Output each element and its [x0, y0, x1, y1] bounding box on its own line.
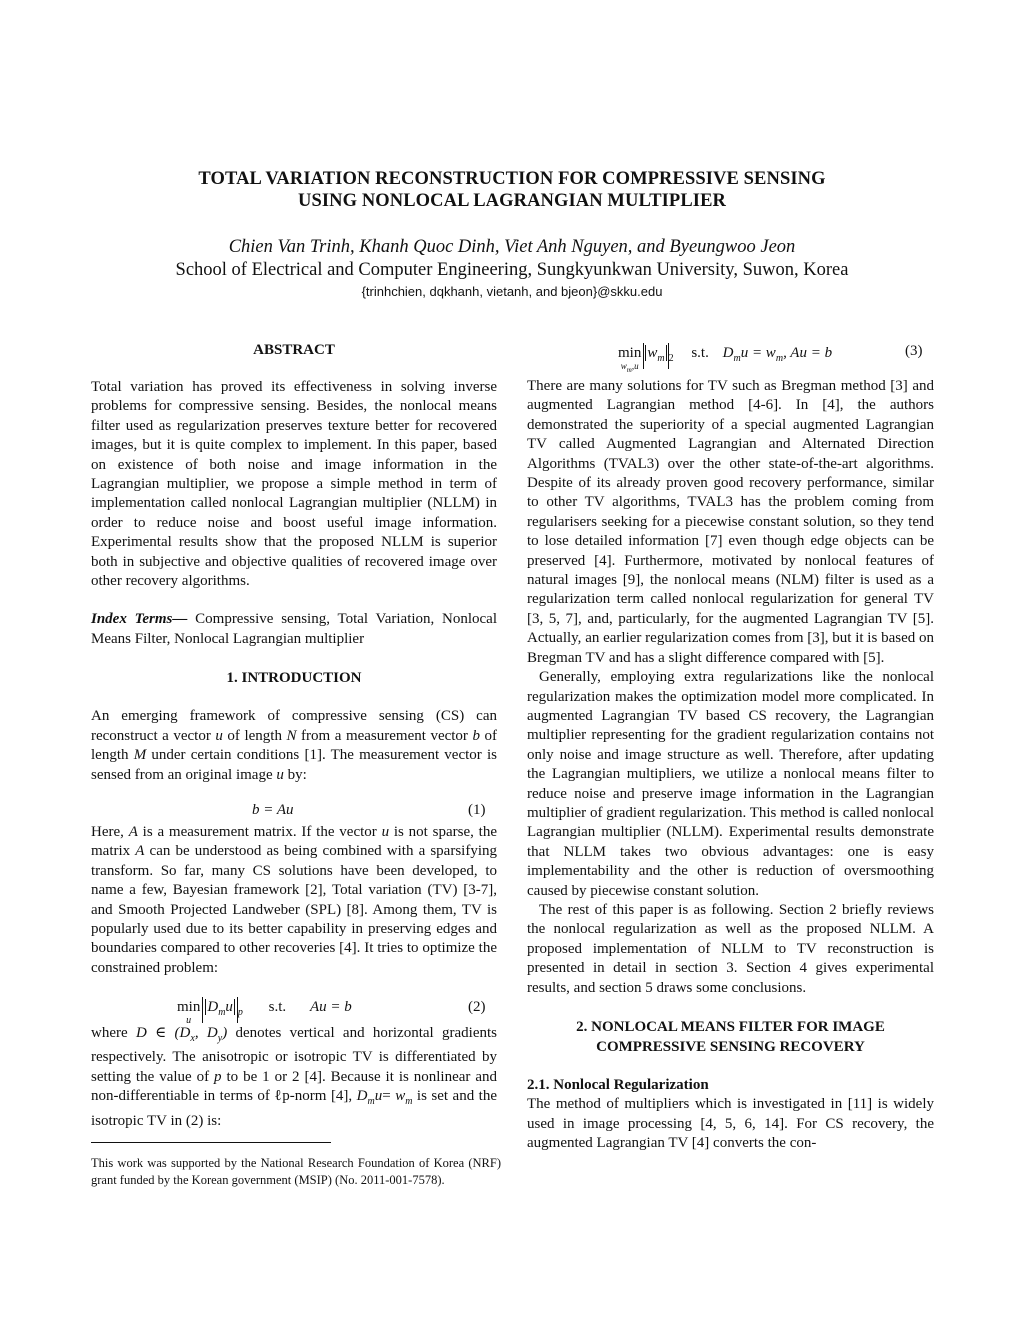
- equation-2-norm-sub: p: [237, 1007, 243, 1018]
- author-emails: {trinhchien, dqkhanh, vietanh, and bjeon}@skku.edu: [361, 284, 663, 299]
- equation-3-var-sub: m: [657, 353, 665, 364]
- equation-2-min-subscript: u: [186, 1015, 192, 1026]
- equation-2-st: s.t.: [268, 999, 287, 1015]
- intro-p2-var-u: u: [381, 824, 390, 840]
- intro-paragraph-3: [91, 1024, 497, 1131]
- equation-3-norm-sub: 2: [668, 353, 674, 364]
- equation-3-sub-w: w: [620, 361, 627, 371]
- equation-2-number: (2): [468, 999, 486, 1015]
- intro-p3-sub-m: m: [367, 1096, 375, 1108]
- equation-3-min-word: min: [618, 345, 642, 361]
- intro-p2-text-a: Here,: [91, 824, 129, 840]
- equation-3-st: s.t.: [691, 345, 709, 361]
- intro-paragraph-1: [91, 707, 497, 785]
- title-line-1: TOTAL VARIATION RECONSTRUCTION FOR COMPRESSIVE SENSING: [198, 169, 826, 189]
- intro-p3-text-b: denotes vertical and horizontal gradients respectively. The anisotropic or isotropic TV is differentiated by setting the value of: [91, 1025, 498, 1085]
- index-terms-text: Compressive sensing, Total Variation, Nonlocal Means Filter, Nonlocal Lagrangian multiplier: [91, 611, 498, 647]
- intro-p1-var-u2: u: [276, 766, 284, 783]
- intro-p2-var-a2: A: [135, 843, 145, 860]
- intro-p3-math-sub-x: x: [190, 1033, 195, 1044]
- left-column-part-2: [91, 823, 497, 978]
- paper-title: [0, 168, 1024, 212]
- intro-p3-math-3: ): [222, 1025, 228, 1041]
- equation-3-sub-m: m: [626, 365, 632, 374]
- equation-3-var: w: [647, 345, 658, 361]
- intro-p1-var-n: N: [286, 727, 297, 744]
- right-paragraph-3: The rest of this paper is as following. Section 2 briefly reviews the nonlocal regularization as well as the proposed NLLM. A proposed implementation of NLLM to TV reconstruction is presented in detail in section 3. Section 4 gives experimental results, and section 5 draws some conclusions.: [527, 901, 934, 996]
- intro-p3-var-p: p: [214, 1068, 222, 1085]
- footnote-rule: [91, 1142, 331, 1143]
- equation-2-operator-sub: m: [218, 1007, 226, 1018]
- left-column: [91, 340, 497, 785]
- intro-p3-text-e: is set and the isotropic TV in (2) is:: [91, 1088, 497, 1129]
- intro-p3-var-w: w: [395, 1088, 406, 1105]
- right-paragraph-2: Generally, employing extra regularizations like the nonlocal regularization makes the optimization model more complicated. In augmented Lagrangian TV based CS recovery, the Lagrangian multiplier representing for the gradient regularization contains not only noise and image structure as well. Therefore, after updating the Lagrangian multipliers, we utilize a nonlocal means filter to reduce noise and preserve image information in the Lagrangian multiplier of gradient regularization. This method is called nonlocal Lagrangian multiplier (NLLM). Experimental results demonstrate that NLLM takes two obvious advantages: one is easy implementability and the other is reduction of oversmoothing caused by piecewise constant solution.: [527, 669, 934, 899]
- equation-3-c1b-sub: m: [775, 353, 784, 364]
- equation-2-constraint: Au = b: [309, 999, 352, 1015]
- equation-3-number: (3): [905, 343, 923, 359]
- intro-p3-text-c: to be 1 or 2 [4]. Because it is nonlinear and non-differentiable in terms of ℓp-norm [4],: [91, 1068, 497, 1105]
- equation-1: [252, 800, 294, 820]
- footnote: This work was supported by the National Research Foundation of Korea (NRF) grant funded by the Korean government (MSIP) (No. 2011-001-7578).: [91, 1156, 501, 1187]
- equation-1-number: (1): [468, 802, 486, 818]
- abstract-text: Total variation has proved its effectiveness in solving inverse problems for compressive sensing. Besides, the nonlocal means filter used as regularization preserves texture better for recovered images, but it is quite complex to implement. In this paper, based on existence of both noise and image information in the Lagrangian multiplier, we propose a simple method in term of implementation called nonlocal Lagrangian multiplier (NLLM) in order to reduce noise and boost useful image information. Experimental results show that the proposed NLLM is superior both in subjective and objective qualities of recovered image over other recovery algorithms.: [91, 379, 497, 590]
- title-line-2: USING NONLOCAL LAGRANGIAN MULTIPLIER: [298, 191, 726, 211]
- intro-p3-math-2: , D: [194, 1025, 218, 1041]
- intro-p1-text-a: An emerging framework of compressive sensing (CS) can reconstruct a vector: [91, 708, 497, 744]
- intro-paragraph-2: [91, 823, 497, 978]
- intro-p2-text-c: is not sparse, the matrix: [91, 824, 497, 860]
- equation-3-norm: [643, 343, 668, 369]
- section-2-heading-line-1: 2. NONLOCAL MEANS FILTER FOR IMAGE: [576, 1019, 885, 1035]
- equation-2-min-word: min: [177, 999, 201, 1015]
- intro-p1-text-c: from a measurement vector: [296, 727, 473, 744]
- equation-3-c2: , Au = b: [783, 345, 833, 361]
- equation-3-c1b: u = w: [740, 345, 776, 361]
- index-terms-label: Index Terms—: [91, 611, 188, 628]
- intro-p3-text-d: =: [382, 1088, 396, 1105]
- intro-p1-text-f: by:: [283, 766, 307, 783]
- equation-1-body: b = Au: [252, 802, 294, 818]
- intro-p2-var-a: A: [128, 824, 138, 840]
- right-column: [527, 377, 934, 1154]
- right-paragraph-1: There are many solutions for TV such as Bregman method [3] and augmented Lagrangian method [4-6]. In [4], the authors demonstrated the superiority of a special augmented Lagrangian TV called Augmented Lagrangian and Alternated Direction Algorithms (TVAL3) over the other state-of-the-art algorithms. Despite of its already proven good recovery performance, similar to other TV algorithms, TVAL3 has the problem coming from regularisers seeking for a piecewise constant solution, so they tend to lose detailed information [7] even though edge objects can be preserved [4]. Furthermore, motivated by nonlocal features of natural images [9], the nonlocal means (NLM) filter is used as a regularization term called nonlocal regularization for general TV [3, 5, 7], and, particularly, for the augmented Lagrangian TV [5]. Actually, an earlier regularization comes from [3], but it is based on Bregman TV and has a slight difference compared with [5].: [527, 378, 934, 666]
- intro-p1-var-u: u: [215, 727, 223, 744]
- intro-p2-text-b: is a measurement matrix. If the vector: [137, 824, 382, 840]
- affiliation: School of Electrical and Computer Engineering, Sungkyunkwan University, Suwon, Korea: [175, 260, 849, 280]
- intro-p2-text-d: can be understood as being combined with a sparsifying transform. So far, many CS solutions have been developed, to name a few, Bayesian framework [2], Total variation (TV) [3-7], and Smooth Projected Landweber (SPL) [8]. Among them, TV is popularly used due to its better capability in preserving edges and boundaries compared to other recoveries [4]. It tries to optimize the constrained problem:: [91, 843, 497, 976]
- intro-p3-sub-m2: m: [405, 1096, 413, 1108]
- equation-2-var: u: [225, 999, 233, 1015]
- intro-p1-var-b: b: [472, 727, 480, 744]
- intro-p3-math-sub-y: y: [217, 1033, 223, 1044]
- equation-2-norm: [202, 997, 238, 1023]
- section-2-heading: [527, 1017, 934, 1057]
- subsection-2-1-heading: 2.1. Nonlocal Regularization: [527, 1077, 709, 1093]
- equation-2-operator: D: [207, 999, 219, 1015]
- index-terms: [91, 610, 497, 649]
- equation-3-constraints: [722, 345, 833, 364]
- section-2-heading-line-2: COMPRESSIVE SENSING RECOVERY: [596, 1039, 865, 1055]
- equation-3-sub-u: ,u: [631, 361, 639, 371]
- intro-p1-text-d: of length: [91, 727, 498, 764]
- intro-p1-var-m: M: [133, 747, 147, 764]
- intro-p3-math: [135, 1025, 228, 1044]
- intro-p3-text-a: where: [91, 1025, 136, 1041]
- right-paragraph-4: The method of multipliers which is investigated in [11] is widely used in image processing [4, 5, 6, 14]. For CS recovery, the augmented Lagrangian TV [4] converts the con-: [527, 1096, 934, 1152]
- equation-3-c1: D: [722, 345, 734, 361]
- left-column-part-3: [91, 1024, 497, 1131]
- abstract-heading: ABSTRACT: [253, 342, 335, 358]
- introduction-heading: 1. INTRODUCTION: [226, 670, 362, 687]
- equation-3-c1-sub: m: [733, 353, 741, 364]
- author-list: Chien Van Trinh, Khanh Quoc Dinh, Viet Anh Nguyen, and Byeungwoo Jeon: [228, 237, 796, 257]
- intro-p3-var-u: u: [374, 1088, 383, 1105]
- intro-p3-math-1: D ∈ (D: [135, 1025, 191, 1041]
- intro-p1-text-b: of length: [222, 727, 287, 744]
- equation-3-min-subscript: [620, 361, 639, 374]
- intro-p3-var-d: D: [356, 1088, 368, 1105]
- intro-p1-text-e: under certain conditions [1]. The measurement vector is sensed from an original image: [91, 747, 497, 783]
